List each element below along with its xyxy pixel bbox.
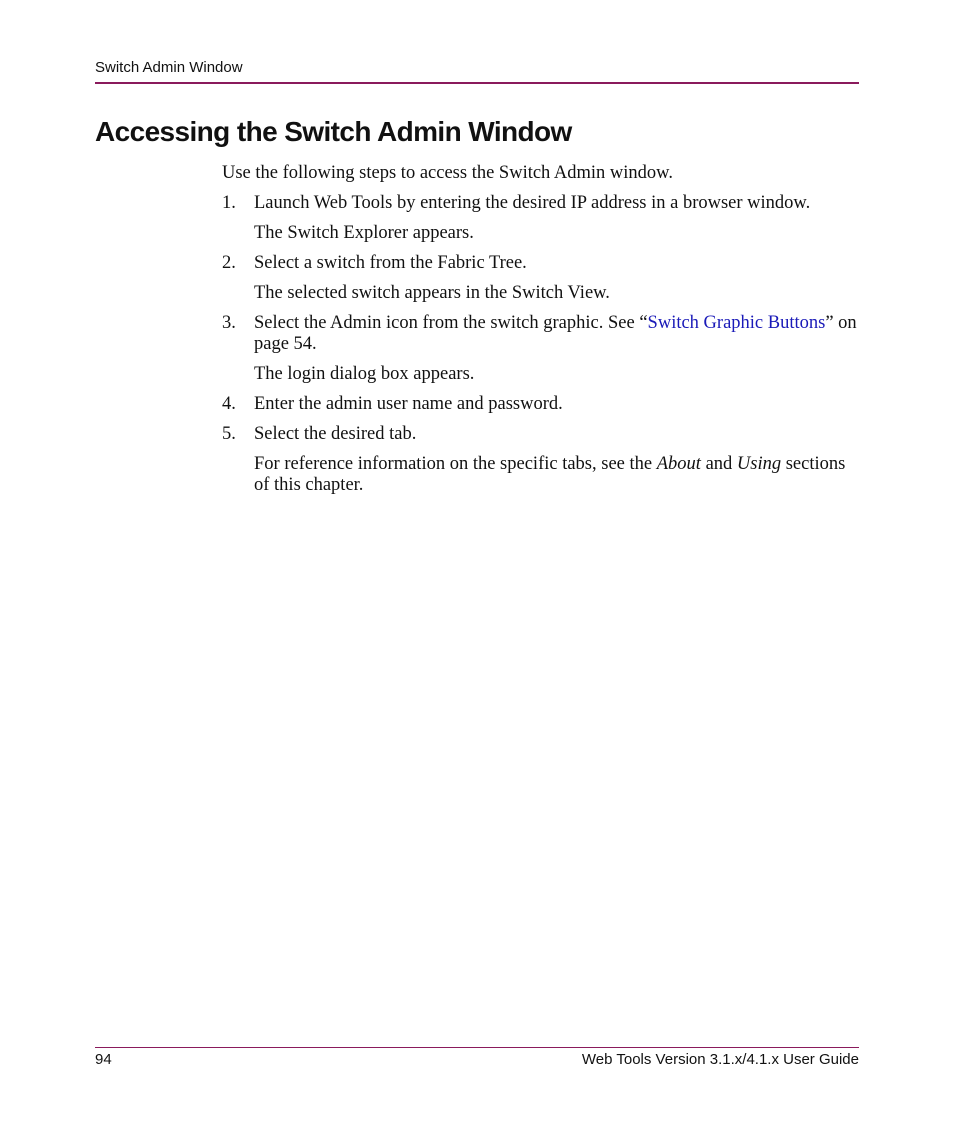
step-text: Select a switch from the Fabric Tree. — [254, 253, 527, 273]
step-number: 1. — [222, 193, 236, 213]
running-header: Switch Admin Window — [95, 59, 243, 76]
step-text: Launch Web Tools by entering the desired IP address in a browser window. — [254, 193, 811, 213]
result-text: and — [700, 454, 737, 474]
step-text: Select the desired tab. — [254, 424, 417, 444]
step-5-result — [222, 454, 859, 496]
result-text: sections of this chapter. — [254, 454, 846, 495]
step-number: 4. — [222, 394, 236, 414]
header-rule — [95, 82, 859, 84]
footer-rule — [95, 1047, 859, 1048]
step-number: 3. — [222, 313, 236, 333]
step-text-before-link: Select the Admin icon from the switch graphic. See “ — [254, 313, 648, 333]
step-2-result: The selected switch appears in the Switch View. — [254, 283, 610, 303]
step-2 — [222, 253, 859, 274]
step-5 — [222, 424, 859, 445]
steps-list — [222, 193, 859, 496]
section-title: Accessing the Switch Admin Window — [95, 116, 572, 147]
switch-graphic-buttons-link[interactable]: Switch Graphic Buttons — [647, 313, 826, 333]
document-title: Web Tools Version 3.1.x/4.1.x User Guide — [581, 1051, 859, 1068]
step-text-after-link: ” on page 54. — [254, 313, 857, 354]
about-emphasis: About — [656, 454, 701, 474]
step-3 — [222, 313, 859, 355]
result-text: For reference information on the specific tabs, see the — [254, 454, 657, 474]
step-1 — [222, 193, 859, 214]
content-body — [222, 163, 859, 505]
page-number: 94 — [95, 1051, 112, 1068]
step-text: Enter the admin user name and password. — [254, 394, 563, 414]
step-number: 5. — [222, 424, 236, 444]
using-emphasis: Using — [736, 454, 782, 474]
step-3-result: The login dialog box appears. — [254, 364, 475, 384]
step-1-result: The Switch Explorer appears. — [254, 223, 474, 243]
step-number: 2. — [222, 253, 236, 273]
step-4 — [222, 394, 859, 415]
intro-paragraph: Use the following steps to access the Switch Admin window. — [222, 163, 673, 183]
